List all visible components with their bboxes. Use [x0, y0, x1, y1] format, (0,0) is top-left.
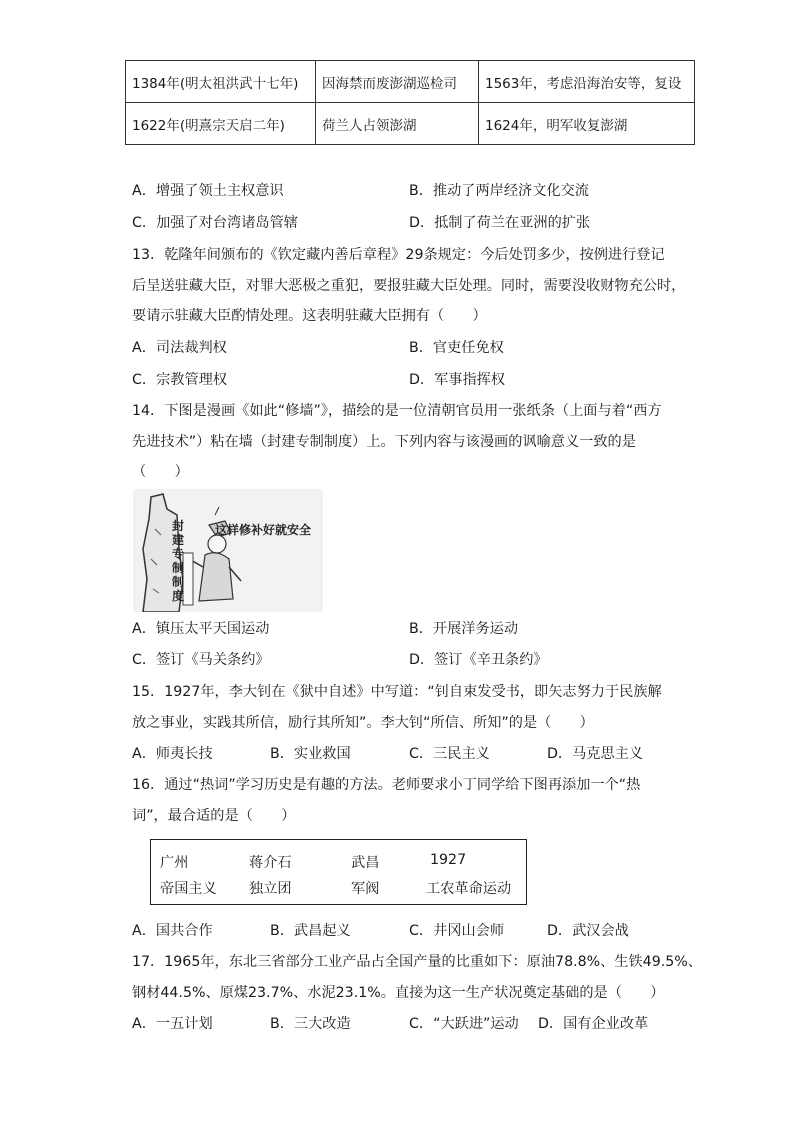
q13-stem-line: 要请示驻藏大臣酌情处理。这表明驻藏大臣拥有（ ）	[132, 308, 487, 324]
hot-word: 军阀	[351, 881, 380, 897]
hot-words-box	[150, 839, 527, 905]
q13-stem-line: 后呈送驻藏大臣，对罪大恶极之重犯，要报驻藏大臣处理。同时，需要没收财物充公时，	[132, 278, 686, 294]
cartoon-wall-label: 封建专制制度	[171, 519, 184, 603]
q14-option-a[interactable]: A．镇压太平天国运动	[132, 621, 270, 637]
hot-word: 独立团	[249, 881, 292, 897]
hot-word: 工农革命运动	[426, 881, 512, 897]
q16-stem-line: 16．通过“热词”学习历史是有趣的方法。老师要求小丁同学给下图再添加一个“热	[132, 777, 641, 793]
q13-option-a[interactable]: A．司法裁判权	[132, 340, 227, 356]
q16-option-b[interactable]: B．武昌起义	[270, 923, 351, 939]
q13-option-b[interactable]: B．官吏任免权	[409, 340, 504, 356]
q12-option-b[interactable]: B．推动了两岸经济文化交流	[409, 183, 589, 199]
cartoon-caption: 这样修补好就安全	[215, 523, 312, 537]
table-row	[126, 103, 695, 145]
table-cell: 荷兰人占领澎湖	[316, 103, 479, 145]
q12-option-c[interactable]: C．加强了对台湾诸岛管辖	[132, 215, 298, 231]
hot-word: 1927	[430, 852, 467, 868]
q17-stem-line: 钢材44.5%、原煤23.7%、水泥23.1%。直接为这一生产状况奠定基础的是（ ）	[132, 985, 665, 1001]
q16-stem-line: 词”，最合适的是（ ）	[132, 808, 296, 824]
q15-option-a[interactable]: A．师夷长技	[132, 746, 213, 762]
q17-stem-line: 17．1965年，东北三省部分工业产品占全国产量的比重如下：原油78.8%、生铁49.5%、	[132, 954, 702, 970]
q15-stem-line: 放之事业，实践其所信，励行其所知”。李大钊“所信、所知”的是（ ）	[132, 715, 594, 731]
q12-option-d[interactable]: D．抵制了荷兰在亚洲的扩张	[409, 215, 591, 231]
q17-option-a[interactable]: A．一五计划	[132, 1016, 213, 1032]
history-table	[125, 60, 695, 145]
q15-option-c[interactable]: C．三民主义	[409, 746, 490, 762]
table-cell: 因海禁而废澎湖巡检司	[316, 61, 479, 103]
q16-option-c[interactable]: C．井冈山会师	[409, 923, 505, 939]
q16-option-a[interactable]: A．国共合作	[132, 923, 213, 939]
hot-word: 帝国主义	[160, 881, 217, 897]
q15-option-d[interactable]: D．马克思主义	[547, 746, 644, 762]
q14-option-d[interactable]: D．签订《辛丑条约》	[409, 652, 548, 668]
hot-word: 蒋介石	[249, 855, 292, 871]
hot-word: 武昌	[351, 855, 380, 871]
table-cell: 1563年，考虑沿海治安等，复设	[479, 61, 695, 103]
q13-option-c[interactable]: C．宗教管理权	[132, 372, 228, 388]
table-cell: 1624年，明军收复澎湖	[479, 103, 695, 145]
q13-stem-line: 13．乾隆年间颁布的《钦定藏内善后章程》29条规定：今后处罚多少，按例进行登记	[132, 247, 665, 263]
cartoon-image	[133, 489, 323, 612]
q17-option-d[interactable]: D．国有企业改革	[538, 1016, 649, 1032]
q14-option-b[interactable]: B．开展洋务运动	[409, 621, 519, 637]
q13-option-d[interactable]: D．军事指挥权	[409, 372, 506, 388]
table-row	[126, 61, 695, 103]
table-cell: 1622年(明熹宗天启二年)	[126, 103, 316, 145]
q17-option-c[interactable]: C．“大跃进”运动	[409, 1016, 519, 1032]
q14-stem-line: 先进技术”）粘在墙（封建专制制度）上。下列内容与该漫画的讽喻意义一致的是	[132, 434, 636, 450]
table-cell: 1384年(明太祖洪武十七年)	[126, 61, 316, 103]
q15-option-b[interactable]: B．实业救国	[270, 746, 351, 762]
hot-word: 广州	[160, 855, 189, 871]
q14-stem-line: 14．下图是漫画《如此“修墙”》，描绘的是一位清朝官员用一张纸条（上面与着“西方	[132, 403, 662, 419]
q17-option-b[interactable]: B．三大改造	[270, 1016, 351, 1032]
q14-stem-line: （ ）	[132, 464, 189, 480]
cartoon-drawing	[133, 489, 323, 612]
q15-stem-line: 15．1927年，李大钊在《狱中自述》中写道：“钊自束发受书，即矢志努力于民族解	[132, 684, 662, 700]
q14-option-c[interactable]: C．签订《马关条约》	[132, 652, 270, 668]
q16-option-d[interactable]: D．武汉会战	[547, 923, 629, 939]
q12-option-a[interactable]: A．增强了领土主权意识	[132, 183, 284, 199]
